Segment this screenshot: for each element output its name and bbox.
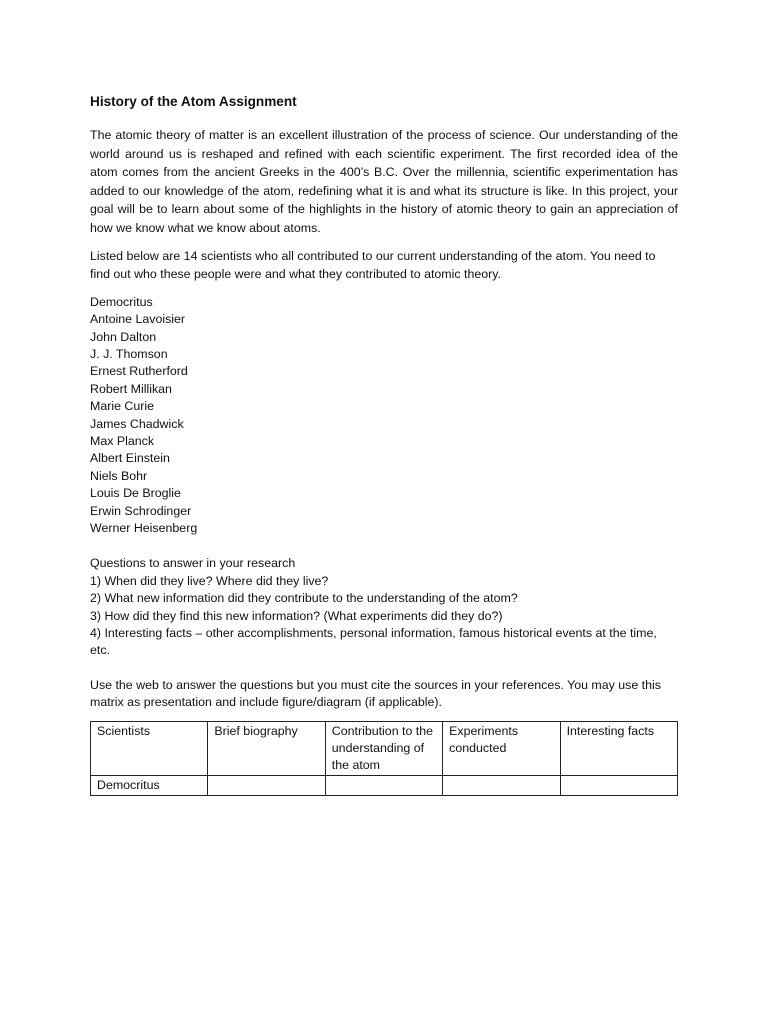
list-item: J. J. Thomson <box>90 346 168 361</box>
list-item: Democritus <box>90 294 153 309</box>
list-item: Niels Bohr <box>90 468 148 483</box>
question-item: 3) How did they find this new information? (What experiments did they do?) <box>90 608 503 623</box>
table-header-cell: Scientists <box>91 721 208 775</box>
table-header-cell: Brief biography <box>208 721 325 775</box>
scientist-list <box>90 294 678 538</box>
table-header-cell: Interesting facts <box>560 721 677 775</box>
citation-note: Use the web to answer the questions but you must cite the sources in your references. You may use this matrix as presentation and include figure/diagram (if applicable). <box>90 677 661 710</box>
table-cell <box>208 775 325 795</box>
list-item: Louis De Broglie <box>90 486 181 501</box>
research-questions <box>90 555 678 659</box>
list-intro-paragraph: Listed below are 14 scientists who all contributed to our current understanding of the atom. You need to find out who these people were and what they contributed to atomic theory. <box>90 248 656 282</box>
list-item: Robert Millikan <box>90 381 172 396</box>
intro-paragraph: The atomic theory of matter is an excellent illustration of the process of science. Our understanding of the world around us is reshaped and refined with each scientific experiment. The first recorded idea of the atom comes from the ancient Greeks in the 400’s B.C. Over the millennia, scientific experimentation has added to our knowledge of the atom, redefining what it is and what its structure is like. In this project, your goal will be to learn about some of the highlights in the history of atomic theory to gain an appreciation of how we know what we know about atoms. <box>90 128 678 235</box>
table-header-row <box>91 721 678 775</box>
question-item: 4) Interesting facts – other accomplishments, personal information, famous historical events at the time, etc. <box>90 626 657 658</box>
table-cell: Democritus <box>91 775 208 795</box>
table-header-cell: Experiments conducted <box>443 721 560 775</box>
questions-heading: Questions to answer in your research <box>90 556 296 571</box>
list-item: Marie Curie <box>90 399 155 414</box>
table-cell <box>325 775 442 795</box>
list-item: Erwin Schrodinger <box>90 503 192 518</box>
list-item: Albert Einstein <box>90 451 170 466</box>
list-item: Werner Heisenberg <box>90 521 198 536</box>
table-cell <box>560 775 677 795</box>
table-cell <box>443 775 560 795</box>
table-row <box>91 775 678 795</box>
list-item: Max Planck <box>90 434 155 448</box>
list-item: John Dalton <box>90 329 157 344</box>
research-matrix-table <box>90 721 678 796</box>
document-page <box>90 92 678 796</box>
document-title: History of the Atom Assignment <box>90 94 297 109</box>
question-item: 2) What new information did they contribute to the understanding of the atom? <box>90 591 518 606</box>
list-item: James Chadwick <box>90 416 184 431</box>
table-header-cell: Contribution to the understanding of the atom <box>325 721 442 775</box>
list-item: Antoine Lavoisier <box>90 312 186 327</box>
list-item: Ernest Rutherford <box>90 364 188 379</box>
question-item: 1) When did they live? Where did they live? <box>90 573 329 588</box>
